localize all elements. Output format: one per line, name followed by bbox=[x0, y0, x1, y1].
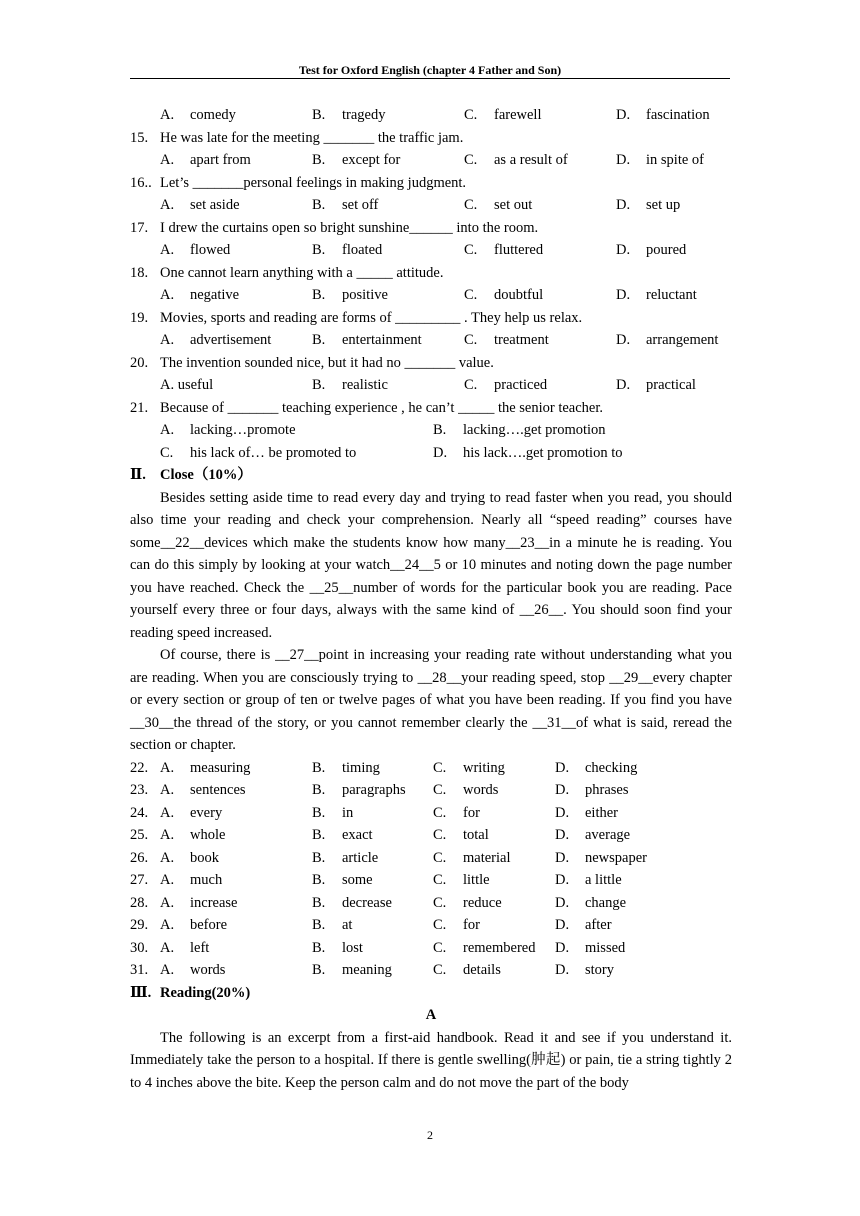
option-text: a little bbox=[585, 872, 622, 888]
option-letter: B. bbox=[312, 917, 326, 933]
option-text: remembered bbox=[463, 939, 536, 956]
option-text: increase bbox=[190, 894, 238, 911]
option-text: for bbox=[463, 804, 480, 821]
question-number: 30. bbox=[130, 939, 149, 956]
option-text: left bbox=[190, 939, 210, 956]
cloze-question-row bbox=[130, 937, 732, 960]
question-number: 17. bbox=[130, 219, 149, 236]
option-text: doubtful bbox=[494, 287, 544, 303]
option-letter: A. bbox=[160, 152, 175, 168]
option-letter: A. bbox=[160, 422, 175, 438]
option-text: flowed bbox=[190, 242, 231, 258]
option-text: set out bbox=[494, 197, 533, 213]
option-letter: C. bbox=[464, 152, 478, 168]
option-letter: C. bbox=[433, 962, 447, 978]
option-letter: B. bbox=[312, 849, 326, 866]
option-letter: D. bbox=[555, 939, 570, 956]
cloze-question-row bbox=[130, 757, 732, 780]
option-letter: D. bbox=[555, 894, 570, 911]
section-title: Reading(20%) bbox=[160, 984, 251, 1001]
option-letter: A. bbox=[160, 939, 175, 956]
options-row bbox=[130, 104, 732, 127]
option-letter: C. bbox=[433, 782, 447, 798]
option-text: writing bbox=[463, 759, 505, 776]
option-text: words bbox=[463, 782, 499, 798]
options-row bbox=[130, 284, 732, 307]
option-text: missed bbox=[585, 939, 626, 956]
option-letter: C. bbox=[433, 917, 447, 933]
question-stem: He was late for the meeting _______ the traffic jam. bbox=[160, 129, 464, 146]
option-letter: B. bbox=[312, 152, 326, 168]
question-stem: Because of _______ teaching experience , he can’t _____ the senior teacher. bbox=[160, 399, 604, 416]
cloze-question-row bbox=[130, 802, 732, 825]
option-text: material bbox=[463, 849, 511, 866]
cloze-paragraph-2: Of course, there is __27__point in increasing your reading rate without understanding what you are reading. When you are consciously trying to __28__your reading speed, stop __29__every chapter or every section or group of ten or twelve pages of what you have been reading. If you find you have __30__the thread of the story, or you cannot remember clearly the __31__of what is said, reread the section or chapter. bbox=[130, 647, 732, 753]
question-stem: I drew the curtains open so bright sunshine______ into the room. bbox=[160, 219, 539, 236]
option-letter: C. bbox=[433, 894, 447, 911]
option-text: whole bbox=[190, 827, 226, 843]
option-letter: C. bbox=[464, 107, 478, 123]
option-letter: A. bbox=[160, 872, 175, 888]
option-text: paragraphs bbox=[342, 782, 406, 798]
option-text: total bbox=[463, 827, 489, 843]
option-text: sentences bbox=[190, 782, 246, 798]
option-text: article bbox=[342, 849, 379, 866]
question-number: 26. bbox=[130, 849, 149, 866]
cloze-question-row bbox=[130, 824, 732, 847]
option-text: reduce bbox=[463, 894, 502, 911]
option-text: much bbox=[190, 872, 223, 888]
option-text: average bbox=[585, 827, 631, 843]
option-text: after bbox=[585, 917, 612, 933]
option-text: lacking….get promotion bbox=[463, 422, 606, 438]
cloze-question-row bbox=[130, 869, 732, 892]
option-text: newspaper bbox=[585, 849, 648, 866]
question-number: 25. bbox=[130, 827, 149, 843]
options-row bbox=[130, 419, 732, 442]
option-text: lost bbox=[342, 939, 363, 956]
question-number: 23. bbox=[130, 782, 149, 798]
option-letter: B. bbox=[312, 242, 326, 258]
option-text: advertisement bbox=[190, 332, 272, 348]
option-letter: A. bbox=[160, 917, 175, 933]
option-letter: A. bbox=[160, 332, 175, 348]
option-letter: A. bbox=[160, 759, 175, 776]
option-letter: D. bbox=[616, 152, 631, 168]
question-number: 19. bbox=[130, 309, 149, 326]
option-letter: D. bbox=[555, 917, 570, 933]
option-text: some bbox=[342, 872, 373, 888]
question-stem: Movies, sports and reading are forms of _________ . They help us relax. bbox=[160, 309, 583, 326]
option-text: book bbox=[190, 849, 219, 866]
cloze-question-row bbox=[130, 847, 732, 870]
option-letter: D. bbox=[555, 804, 570, 821]
option-letter: D. bbox=[616, 332, 631, 348]
option-text: floated bbox=[342, 242, 383, 258]
option-letter: D. bbox=[433, 444, 448, 461]
option-text: set up bbox=[646, 197, 681, 213]
cloze-question-row bbox=[130, 779, 732, 802]
option-letter: C. bbox=[464, 377, 478, 393]
option-letter: C. bbox=[160, 444, 174, 461]
option-text: comedy bbox=[190, 107, 236, 123]
header-rule bbox=[130, 78, 730, 79]
option-text: set aside bbox=[190, 197, 240, 213]
question-line bbox=[130, 352, 732, 375]
option-text: measuring bbox=[190, 759, 251, 776]
option-letter: D. bbox=[555, 782, 570, 798]
option-letter: B. bbox=[312, 107, 326, 123]
option-letter: C. bbox=[433, 804, 447, 821]
option-text: entertainment bbox=[342, 332, 422, 348]
option-text: reluctant bbox=[646, 287, 697, 303]
option-text: tragedy bbox=[342, 107, 386, 123]
page-header: Test for Oxford English (chapter 4 Father and Son) bbox=[298, 63, 562, 77]
option-letter: D. bbox=[616, 107, 631, 123]
option-text: practical bbox=[646, 377, 696, 393]
option-text: set off bbox=[342, 197, 379, 213]
option-letter: B. bbox=[433, 422, 447, 438]
question-stem: One cannot learn anything with a _____ attitude. bbox=[160, 264, 444, 281]
option-letter: D. bbox=[555, 872, 570, 888]
option-letter: C. bbox=[433, 759, 447, 776]
options-row bbox=[130, 149, 732, 172]
question-line bbox=[130, 397, 732, 420]
question-number: 29. bbox=[130, 917, 149, 933]
option-text: exact bbox=[342, 827, 373, 843]
question-21-options bbox=[130, 419, 732, 464]
option-text: decrease bbox=[342, 894, 392, 911]
question-line bbox=[130, 127, 732, 150]
reading-paragraph: The following is an excerpt from a first-aid handbook. Read it and see if you understand it. Immediately take the person to a hospital. If there is gentle swelling(肿起) or pain, tie a string tightly 2 to 4 inches above the bite. Keep the person calm and do not move the part of the body bbox=[130, 1029, 732, 1091]
option-letter: D. bbox=[555, 759, 570, 776]
option-letter: D. bbox=[555, 849, 570, 866]
option-letter: B. bbox=[312, 377, 326, 393]
option-text: lacking…promote bbox=[190, 422, 296, 438]
question-number: 16.. bbox=[130, 174, 152, 191]
option-letter: B. bbox=[312, 782, 326, 798]
page-number: 2 bbox=[427, 1128, 433, 1142]
options-row bbox=[130, 374, 732, 397]
option-letter: C. bbox=[464, 197, 478, 213]
document-body bbox=[130, 104, 732, 1094]
option-letter: A. bbox=[160, 197, 175, 213]
cloze-questions bbox=[130, 757, 732, 982]
option-letter: B. bbox=[312, 759, 326, 776]
option-letter: A. bbox=[160, 849, 175, 866]
option-letter: B. bbox=[312, 872, 326, 888]
option-text: timing bbox=[342, 759, 380, 776]
option-text: story bbox=[585, 962, 614, 978]
option-text: fascination bbox=[646, 107, 710, 123]
option-letter: A. bbox=[160, 827, 175, 843]
option-letter: C. bbox=[464, 332, 478, 348]
option-letter: B. bbox=[312, 804, 326, 821]
option-text: practiced bbox=[494, 377, 548, 393]
option-text: arrangement bbox=[646, 332, 719, 348]
cloze-question-row bbox=[130, 892, 732, 915]
question-line bbox=[130, 172, 732, 195]
option-letter: C. bbox=[464, 242, 478, 258]
option-text: for bbox=[463, 917, 480, 933]
option-letter: A. bbox=[160, 287, 175, 303]
option-text: either bbox=[585, 804, 619, 821]
option-text: meaning bbox=[342, 962, 392, 978]
options-row bbox=[130, 194, 732, 217]
question-number: 22. bbox=[130, 759, 149, 776]
option-text: in bbox=[342, 804, 354, 821]
option-letter: C. bbox=[433, 939, 447, 956]
option-letter: C. bbox=[464, 287, 478, 303]
option-text: realistic bbox=[342, 377, 388, 393]
option-letter: B. bbox=[312, 287, 326, 303]
passage-label: A bbox=[425, 1007, 437, 1023]
question-number: 28. bbox=[130, 894, 149, 911]
option-text: negative bbox=[190, 287, 240, 303]
option-letter: D. bbox=[555, 827, 570, 843]
option-text: every bbox=[190, 804, 223, 821]
option-letter: A. useful bbox=[160, 377, 214, 393]
option-text: checking bbox=[585, 759, 638, 776]
question-number: 21. bbox=[130, 399, 149, 416]
option-text: change bbox=[585, 894, 627, 911]
question-number: 27. bbox=[130, 872, 149, 888]
option-letter: D. bbox=[616, 242, 631, 258]
option-letter: A. bbox=[160, 107, 175, 123]
option-text: poured bbox=[646, 242, 687, 258]
option-letter: D. bbox=[555, 962, 570, 978]
option-text: apart from bbox=[190, 152, 251, 168]
section-numeral: Ⅱ. bbox=[130, 467, 146, 483]
question-line bbox=[130, 307, 732, 330]
options-row bbox=[130, 329, 732, 352]
option-letter: C. bbox=[433, 849, 447, 866]
option-text: details bbox=[463, 962, 501, 978]
option-text: his lack….get promotion to bbox=[463, 444, 623, 461]
option-letter: A. bbox=[160, 242, 175, 258]
section-reading-heading bbox=[130, 982, 732, 1005]
option-letter: A. bbox=[160, 782, 175, 798]
option-letter: C. bbox=[433, 827, 447, 843]
option-text: except for bbox=[342, 152, 401, 168]
option-letter: B. bbox=[312, 962, 326, 978]
option-letter: B. bbox=[312, 939, 326, 956]
option-text: in spite of bbox=[646, 152, 704, 168]
option-text: at bbox=[342, 917, 353, 933]
option-letter: B. bbox=[312, 332, 326, 348]
question-line bbox=[130, 217, 732, 240]
option-letter: A. bbox=[160, 962, 175, 978]
option-letter: D. bbox=[616, 287, 631, 303]
option-text: phrases bbox=[585, 782, 629, 798]
option-letter: D. bbox=[616, 377, 631, 393]
option-text: treatment bbox=[494, 332, 549, 348]
question-number: 24. bbox=[130, 804, 149, 821]
option-text: as a result of bbox=[494, 152, 568, 168]
question-number: 15. bbox=[130, 129, 149, 146]
cloze-question-row bbox=[130, 914, 732, 937]
option-letter: A. bbox=[160, 894, 175, 911]
section-numeral: Ⅲ. bbox=[130, 984, 152, 1001]
option-letter: D. bbox=[616, 197, 631, 213]
option-letter: A. bbox=[160, 804, 175, 821]
options-row bbox=[130, 442, 732, 465]
question-number: 31. bbox=[130, 962, 149, 978]
question-stem: The invention sounded nice, but it had no _______ value. bbox=[160, 354, 494, 371]
option-text: words bbox=[190, 962, 226, 978]
option-text: little bbox=[463, 872, 490, 888]
option-text: farewell bbox=[494, 107, 542, 123]
option-text: positive bbox=[342, 287, 388, 303]
options-row bbox=[130, 239, 732, 262]
option-letter: B. bbox=[312, 894, 326, 911]
section-title: Close（10%） bbox=[160, 467, 252, 483]
section-close-heading bbox=[130, 464, 732, 487]
vocabulary-section bbox=[130, 104, 732, 419]
option-letter: B. bbox=[312, 827, 326, 843]
option-text: his lack of… be promoted to bbox=[190, 444, 357, 461]
option-text: fluttered bbox=[494, 242, 544, 258]
option-letter: C. bbox=[433, 872, 447, 888]
cloze-paragraph-1: Besides setting aside time to read every day and trying to read faster when you read, you should also time your reading and check your comprehension. Nearly all “speed reading” courses have some__22__devices which make the students know how many__23__in a minute he is reading. You can do this simply by looking at your watch__24__5 or 10 minutes and noting down the page number you have reached. Check the __25__number of words for the particular book you are reading. Pace yourself every three or four days, always with the same kind of __26__. You should soon find your reading speed increased. bbox=[130, 489, 732, 641]
question-line bbox=[130, 262, 732, 285]
question-stem: Let’s _______personal feelings in making judgment. bbox=[160, 174, 467, 191]
question-number: 18. bbox=[130, 264, 149, 281]
cloze-question-row bbox=[130, 959, 732, 982]
question-number: 20. bbox=[130, 354, 149, 371]
option-letter: B. bbox=[312, 197, 326, 213]
option-text: before bbox=[190, 917, 228, 933]
